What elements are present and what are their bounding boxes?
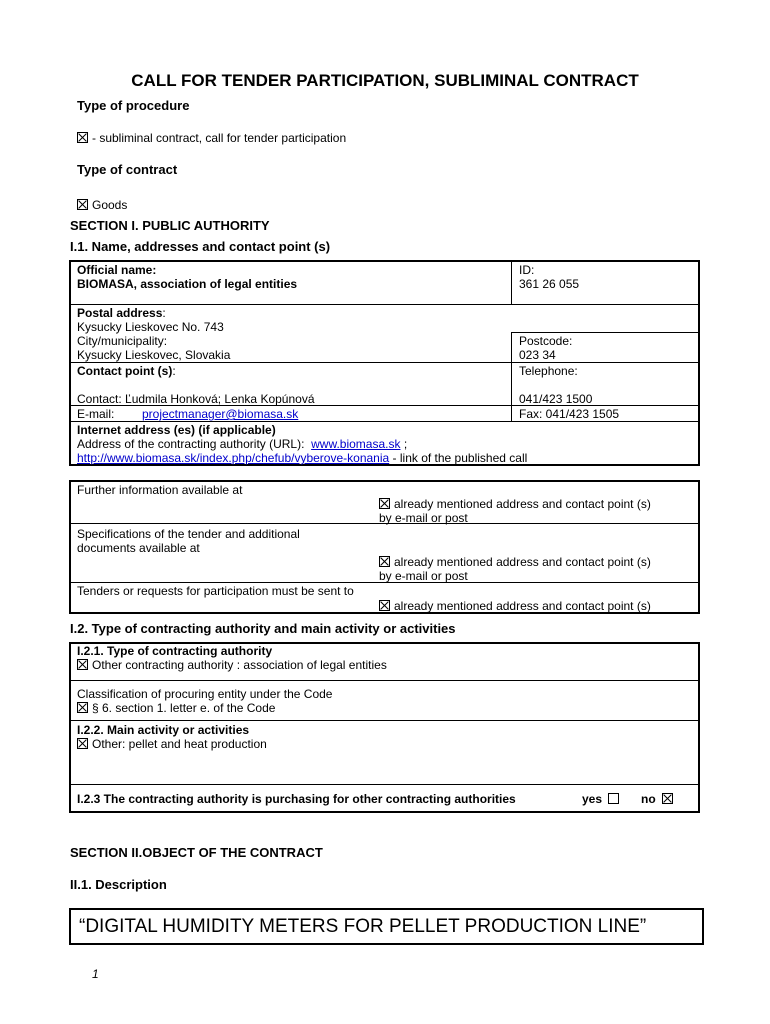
no-option: no [641, 792, 677, 806]
classification-label: Classification of procuring entity under the Code [77, 687, 333, 701]
procedure-heading: Type of procedure [77, 98, 190, 113]
contact-point-label: Contact point (s): [77, 364, 176, 378]
page-number: 1 [92, 967, 99, 981]
tenders-label: Tenders or requests for participation must be sent to [77, 584, 354, 598]
section1-heading: SECTION I. PUBLIC AUTHORITY [70, 218, 270, 233]
i123-text: I.2.3 The contracting authority is purchasing for other contracting authorities [77, 792, 516, 806]
official-name-value: BIOMASA, association of legal entities [77, 277, 298, 291]
website-link[interactable]: www.biomasa.sk [311, 437, 401, 451]
postal-address-value: Kysucky Lieskovec No. 743 [77, 320, 224, 334]
city-label: City/municipality: [77, 334, 168, 348]
id-value: 361 26 055 [519, 277, 580, 291]
internet-label: Internet address (es) (if applicable) [77, 423, 276, 437]
checkbox-checked-icon [77, 199, 88, 210]
call-link-line: http://www.biomasa.sk/index.php/chefub/vyberove-konania - link of the published call [77, 451, 528, 465]
checkbox-checked-icon [379, 556, 390, 567]
specs-extra: by e-mail or post [379, 569, 468, 583]
postcode-label: Postcode: [519, 334, 573, 348]
contract-type-option: Goods [77, 198, 127, 212]
contract-description-box [69, 908, 704, 945]
email-label: E-mail: [77, 407, 115, 421]
contract-type-heading: Type of contract [77, 162, 178, 177]
i121-heading: I.2.1. Type of contracting authority [77, 644, 273, 658]
specs-label-line1: Specifications of the tender and additional [77, 527, 300, 541]
section2-heading: SECTION II.OBJECT OF THE CONTRACT [70, 845, 323, 860]
contract-description: “DIGITAL HUMIDITY METERS FOR PELLET PRODUCTION LINE” [79, 915, 647, 937]
checkbox-unchecked-icon [608, 793, 619, 804]
postcode-value: 023 34 [519, 348, 556, 362]
phone-value: 041/423 1500 [519, 392, 593, 406]
checkbox-checked-icon [77, 659, 88, 670]
section12-heading: I.2. Type of contracting authority and main activity or activities [70, 621, 456, 636]
contact-persons: Contact: Ľudmila Honková; Lenka Kopúnová [77, 392, 315, 406]
postal-address-label: Postal address: [77, 306, 166, 320]
fax-value: Fax: 041/423 1505 [519, 407, 620, 421]
section1-sub-heading: I.1. Name, addresses and contact point (s) [70, 239, 331, 254]
url-line: Address of the contracting authority (URL): www.biomasa.sk ; [77, 437, 408, 451]
specs-value: already mentioned address and contact point (s) [379, 555, 651, 569]
i122-heading: I.2.2. Main activity or activities [77, 723, 250, 737]
i122-value: Other: pellet and heat production [77, 737, 267, 751]
further-info-extra: by e-mail or post [379, 511, 468, 525]
page-title: CALL FOR TENDER PARTICIPATION, SUBLIMINAL CONTRACT [131, 71, 639, 90]
tenders-value: already mentioned address and contact point (s) [379, 599, 651, 613]
id-label: ID: [519, 263, 535, 277]
published-call-link[interactable]: http://www.biomasa.sk/index.php/chefub/vyberove-konania [77, 451, 390, 465]
specs-label-line2: documents available at [77, 541, 200, 555]
email-link[interactable]: projectmanager@biomasa.sk [142, 407, 299, 421]
further-info-label: Further information available at [77, 483, 243, 497]
city-value: Kysucky Lieskovec, Slovakia [77, 348, 231, 362]
classification-value: § 6. section 1. letter e. of the Code [77, 701, 275, 715]
procedure-option: - subliminal contract, call for tender participation [77, 131, 346, 145]
section2-sub-heading: II.1. Description [70, 877, 167, 892]
yes-option: yes [582, 792, 623, 806]
official-name-label: Official name: [77, 263, 157, 277]
checkbox-checked-icon [379, 600, 390, 611]
checkbox-checked-icon [77, 738, 88, 749]
checkbox-checked-icon [379, 498, 390, 509]
telephone-label: Telephone: [519, 364, 578, 378]
checkbox-checked-icon [662, 793, 673, 804]
checkbox-checked-icon [77, 132, 88, 143]
further-info-value: already mentioned address and contact point (s) [379, 497, 651, 511]
i121-value: Other contracting authority : association of legal entities [77, 658, 387, 672]
checkbox-checked-icon [77, 702, 88, 713]
